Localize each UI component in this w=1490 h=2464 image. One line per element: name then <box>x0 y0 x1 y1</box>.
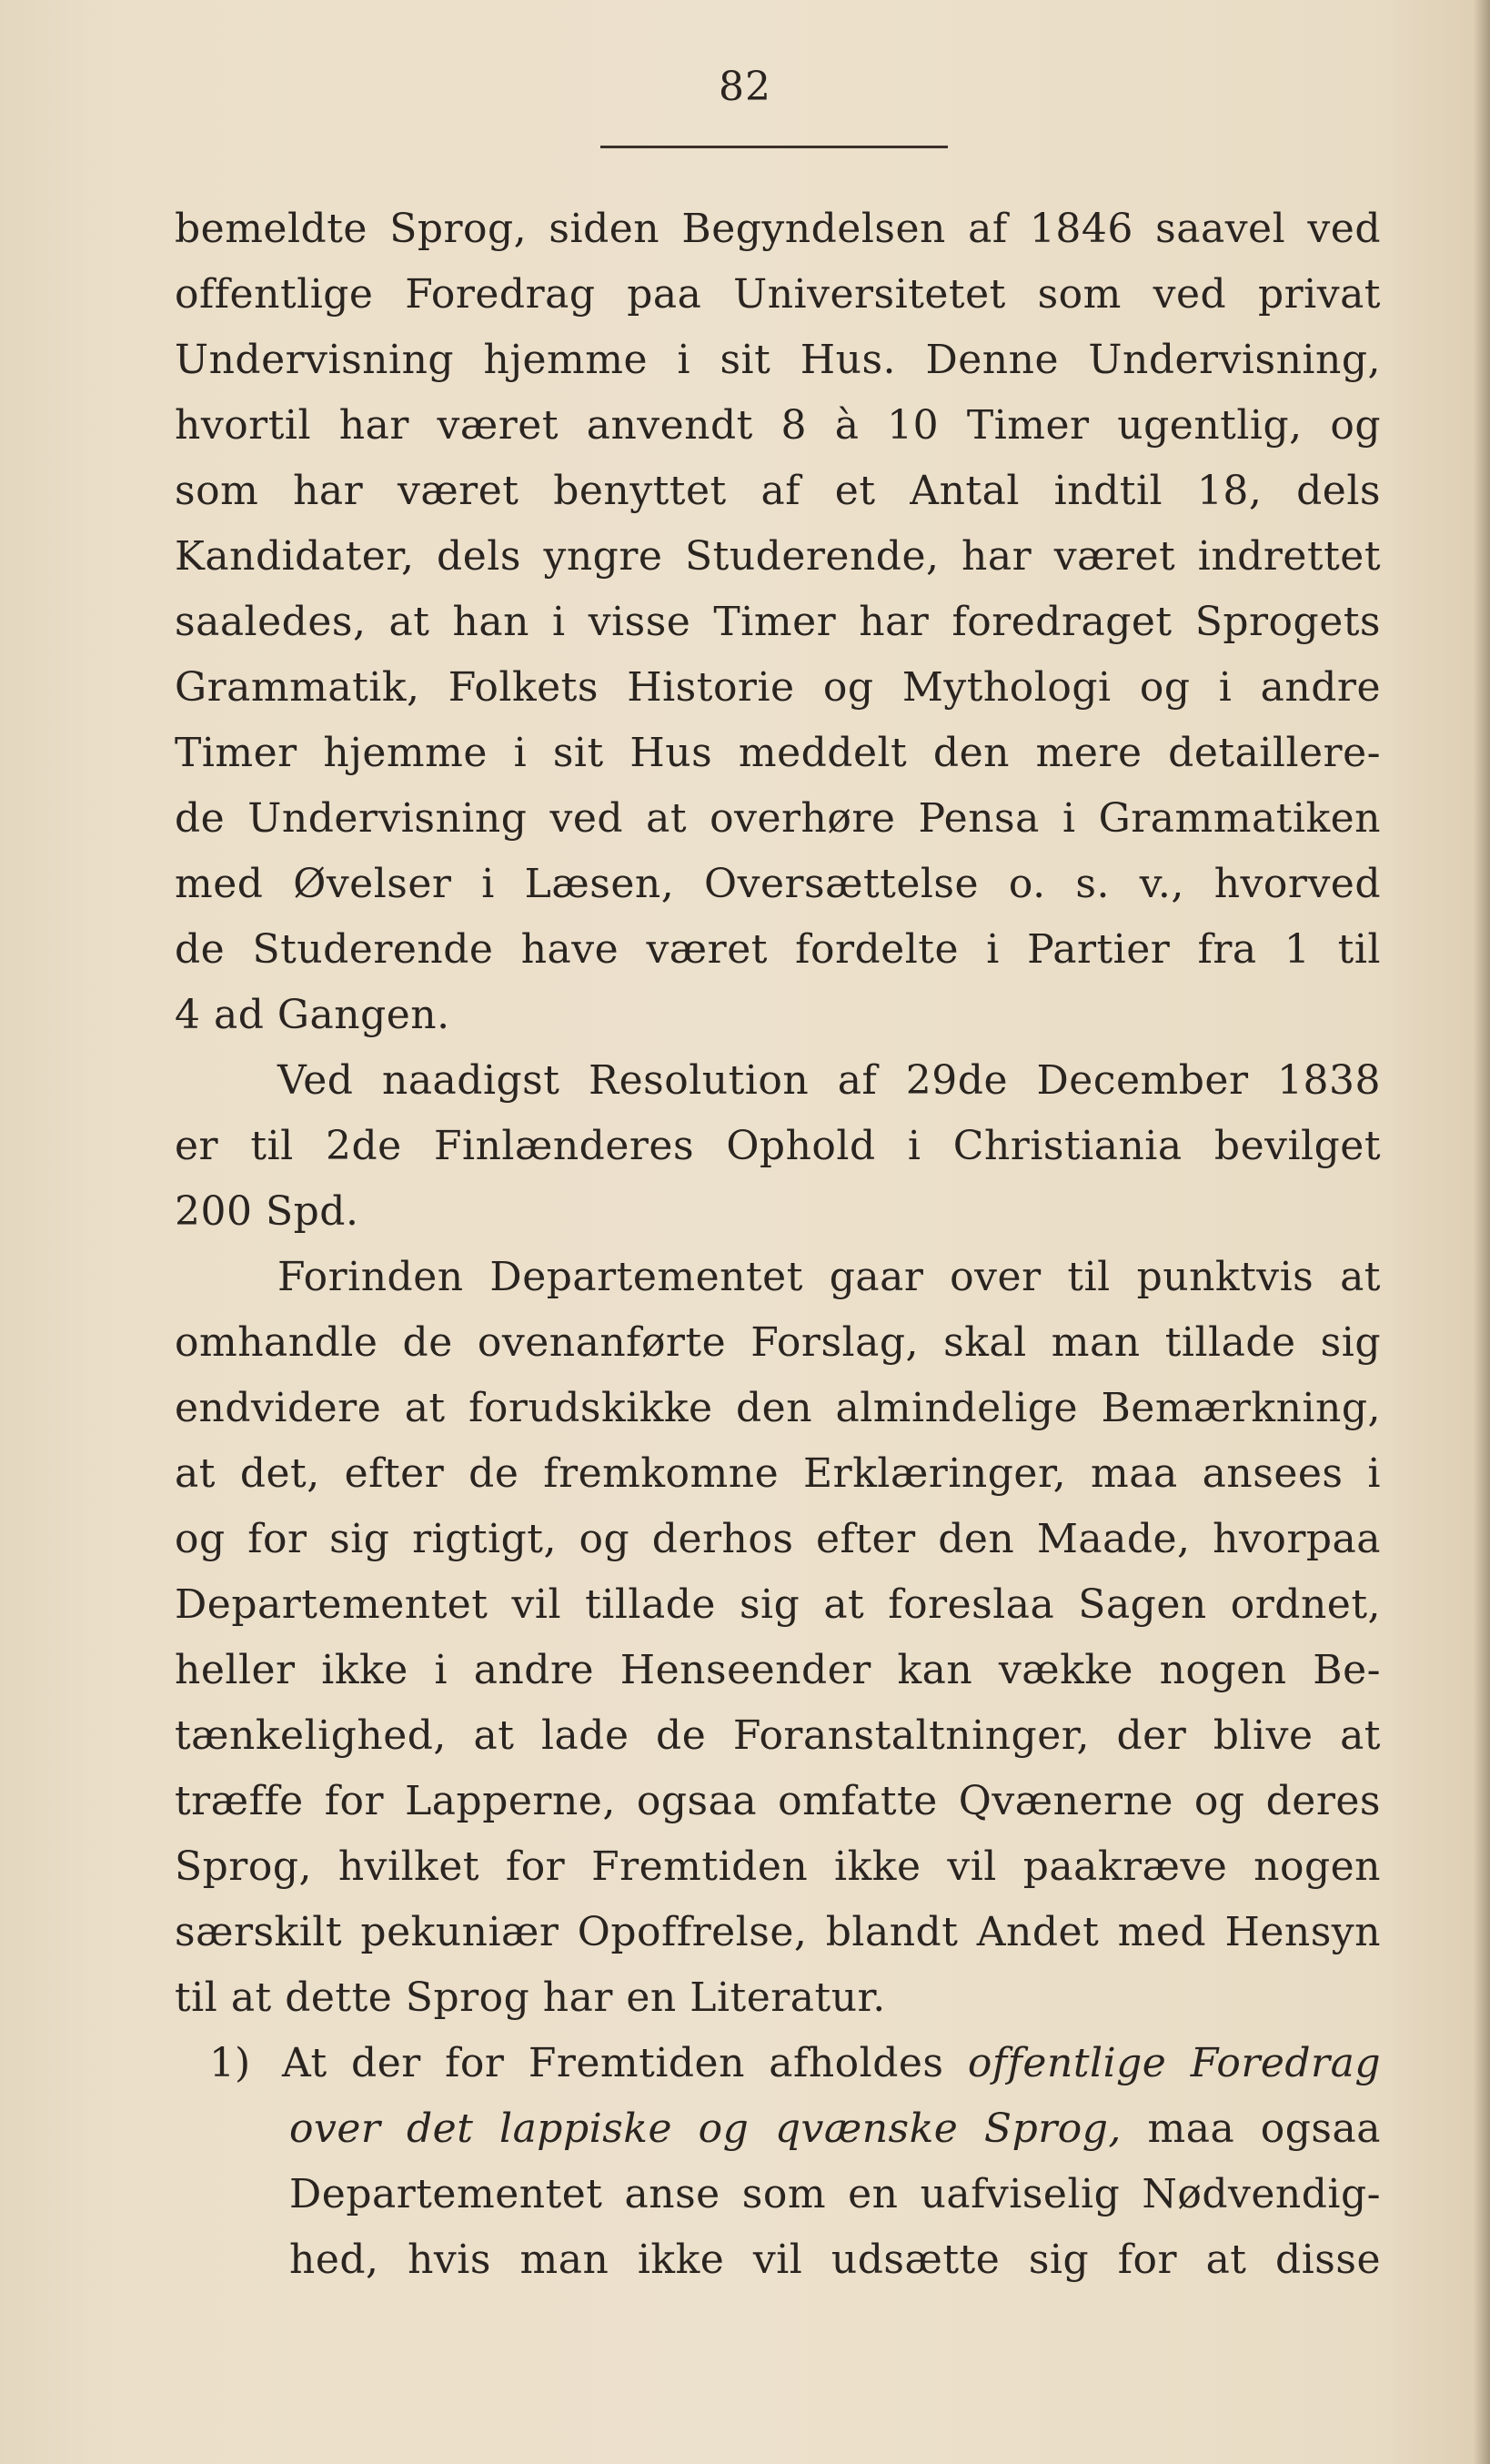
text-line: endvidere at forudskikke den almindelige Bemærkning, <box>175 1385 1381 1431</box>
text-line: er til 2de Finlænderes Ophold i Christiania bevilget <box>175 1123 1381 1169</box>
text-line <box>282 2036 1381 2091</box>
text-line: særskilt pekuniær Opoffrelse, blandt Andet med Hensyn <box>175 1909 1381 1955</box>
text-line: som har været benyttet af et Antal indtil 18, dels <box>175 468 1381 514</box>
header-rule <box>600 146 948 148</box>
text-line: saaledes, at han i visse Timer har foredraget Sprogets <box>175 599 1381 645</box>
text-line: tænkelighed, at lade de Foranstaltninger, der blive at <box>175 1712 1381 1759</box>
list-item-number: 1) <box>209 2040 251 2086</box>
text-line: Kandidater, dels yngre Studerende, har været indrettet <box>175 533 1381 580</box>
text-line: og for sig rigtigt, og derhos efter den Maade, hvorpaa <box>175 1516 1381 1562</box>
text-line: Timer hjemme i sit Hus meddelt den mere detaillere- <box>175 730 1381 776</box>
text-line: 4 ad Gangen. <box>175 992 450 1038</box>
text-line: Grammatik, Folkets Historie og Mythologi og i andre <box>175 664 1381 711</box>
text-span: maa ogsaa <box>1147 2106 1381 2152</box>
page-number: 82 <box>719 64 771 110</box>
text-line: Undervisning hjemme i sit Hus. Denne Undervisning, <box>175 337 1381 383</box>
text-line <box>289 2102 1381 2156</box>
text-line: hvortil har været anvendt 8 à 10 Timer ugentlig, og <box>175 402 1381 449</box>
text-span: At der for Fremtiden afholdes <box>282 2040 944 2086</box>
italic-span: offentlige Foredrag <box>967 2040 1381 2086</box>
text-line: offentlige Foredrag paa Universitetet som ved privat <box>175 271 1381 318</box>
text-line: træffe for Lapperne, ogsaa omfatte Qvænerne og deres <box>175 1778 1381 1824</box>
text-line: Sprog, hvilket for Fremtiden ikke vil paakræve nogen <box>175 1843 1381 1890</box>
text-line: Departementet anse som en uafviselig Nødvendig- <box>289 2171 1381 2217</box>
text-line: omhandle de ovenanførte Forslag, skal man tillade sig <box>175 1319 1381 1366</box>
text-line: Departementet vil tillade sig at foreslaa Sagen ordnet, <box>175 1581 1381 1628</box>
text-line: at det, efter de fremkomne Erklæringer, maa ansees i <box>175 1450 1381 1497</box>
page-edge-shadow <box>1474 0 1490 2464</box>
text-line: bemeldte Sprog, siden Begyndelsen af 1846 saavel ved <box>175 206 1381 252</box>
text-line: til at dette Sprog har en Literatur. <box>175 1974 886 2021</box>
italic-span: over det lappiske og qvænske Sprog, <box>289 2106 1122 2152</box>
text-line: Forinden Departementet gaar over til punktvis at <box>277 1254 1381 1300</box>
text-line: 200 Spd. <box>175 1188 359 1235</box>
text-line: med Øvelser i Læsen, Oversættelse o. s. v., hvorved <box>175 861 1381 907</box>
text-line: hed, hvis man ikke vil udsætte sig for at disse <box>289 2237 1381 2283</box>
text-line: Ved naadigst Resolution af 29de December 1838 <box>277 1057 1381 1104</box>
text-line: heller ikke i andre Henseender kan vække nogen Be- <box>175 1647 1381 1693</box>
text-line: de Studerende have været fordelte i Partier fra 1 til <box>175 926 1381 973</box>
text-line: de Undervisning ved at overhøre Pensa i Grammatiken <box>175 795 1381 842</box>
